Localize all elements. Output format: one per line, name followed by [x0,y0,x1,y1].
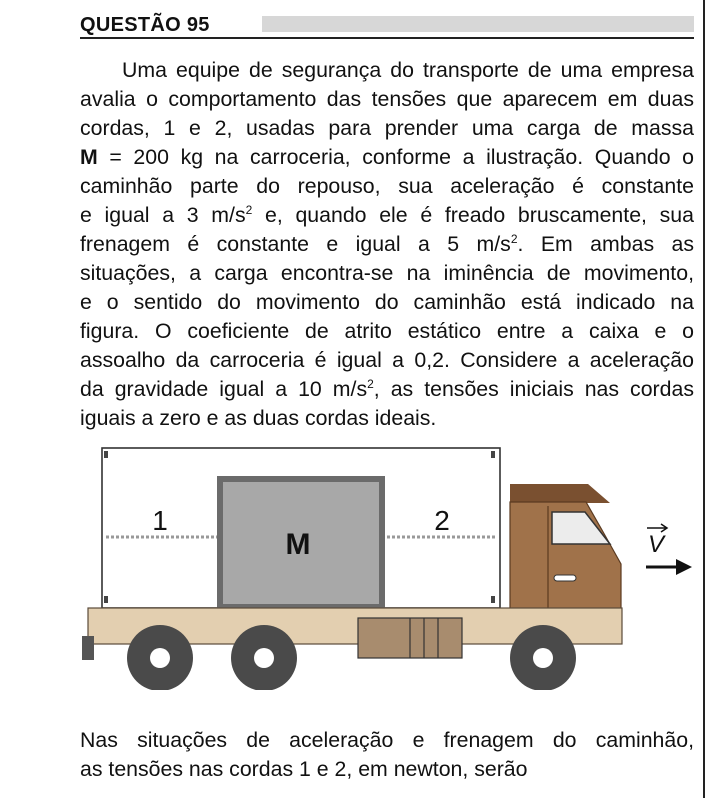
statement-text: , as tensões iniciais nas cordas [373,377,694,401]
rear-bumper [82,636,94,660]
statement-line: caminhão parte do repouso, sua aceleração é constante [80,174,694,198]
cab-roof [510,484,610,503]
truck-illustration [80,440,694,690]
rivet [491,596,495,603]
statement-text: . Em ambas as [517,232,695,256]
question-title: QUESTÃO 95 [80,14,210,36]
statement-line: Uma equipe de segurança do transporte de uma empresa [122,58,694,82]
statement-line: cordas, 1 e 2, usadas para prender uma carga de massa [80,116,694,140]
page-right-rule [703,0,705,798]
rivet [104,596,108,603]
rear-wheel-2 [231,625,297,690]
rivet [104,451,108,458]
velocity-label: V [647,531,665,558]
door-handle [554,575,576,581]
statement-line [80,201,694,230]
mass-label: M [285,528,311,561]
statement-text: e, quando ele é freado bruscamente, sua [252,203,694,227]
footer-line: Nas situações de aceleração e frenagem do caminhão, [80,728,694,752]
rear-wheel-1 [127,625,193,690]
statement-line: situações, a carga encontra-se na iminência de movimento, [80,261,694,285]
statement-line: iguais a zero e as duas cordas ideais. [80,406,437,430]
statement-line: avalia o comportamento das tensões que aparecem em duas [80,87,694,111]
question-statement [80,56,694,433]
question-footer [80,726,694,784]
rope-2-label: 2 [434,505,450,536]
statement-line [80,230,694,259]
velocity-arrow-icon [676,559,692,575]
front-wheel [510,625,576,690]
title-bar [262,16,694,32]
exponent: 2 [367,376,374,391]
statement-text: da gravidade igual a 10 m/s [80,377,368,401]
exponent: 2 [245,202,253,217]
statement-line: e o sentido do movimento do caminhão está indicado na [80,290,694,314]
rivet [491,451,495,458]
statement-line [80,375,694,404]
statement-text: e igual a 3 m/s [80,203,246,227]
statement-line: assoalho da carroceria é igual a 0,2. Considere a aceleração [80,348,694,372]
statement-text: = 200 kg na carroceria, conforme a ilustração. Quando o [97,145,694,169]
statement-line [80,143,694,172]
statement-line: figura. O coeficiente de atrito estático entre a caixa e o [80,319,694,343]
statement-text: frenagem é constante e igual a 5 m/s [80,232,511,256]
title-rule [80,37,694,39]
question-header [80,12,694,42]
rope-1-label: 1 [152,505,168,536]
exponent: 2 [510,231,518,246]
mass-symbol: M [80,145,98,169]
footer-line: as tensões nas cordas 1 e 2, em newton, serão [80,757,528,781]
